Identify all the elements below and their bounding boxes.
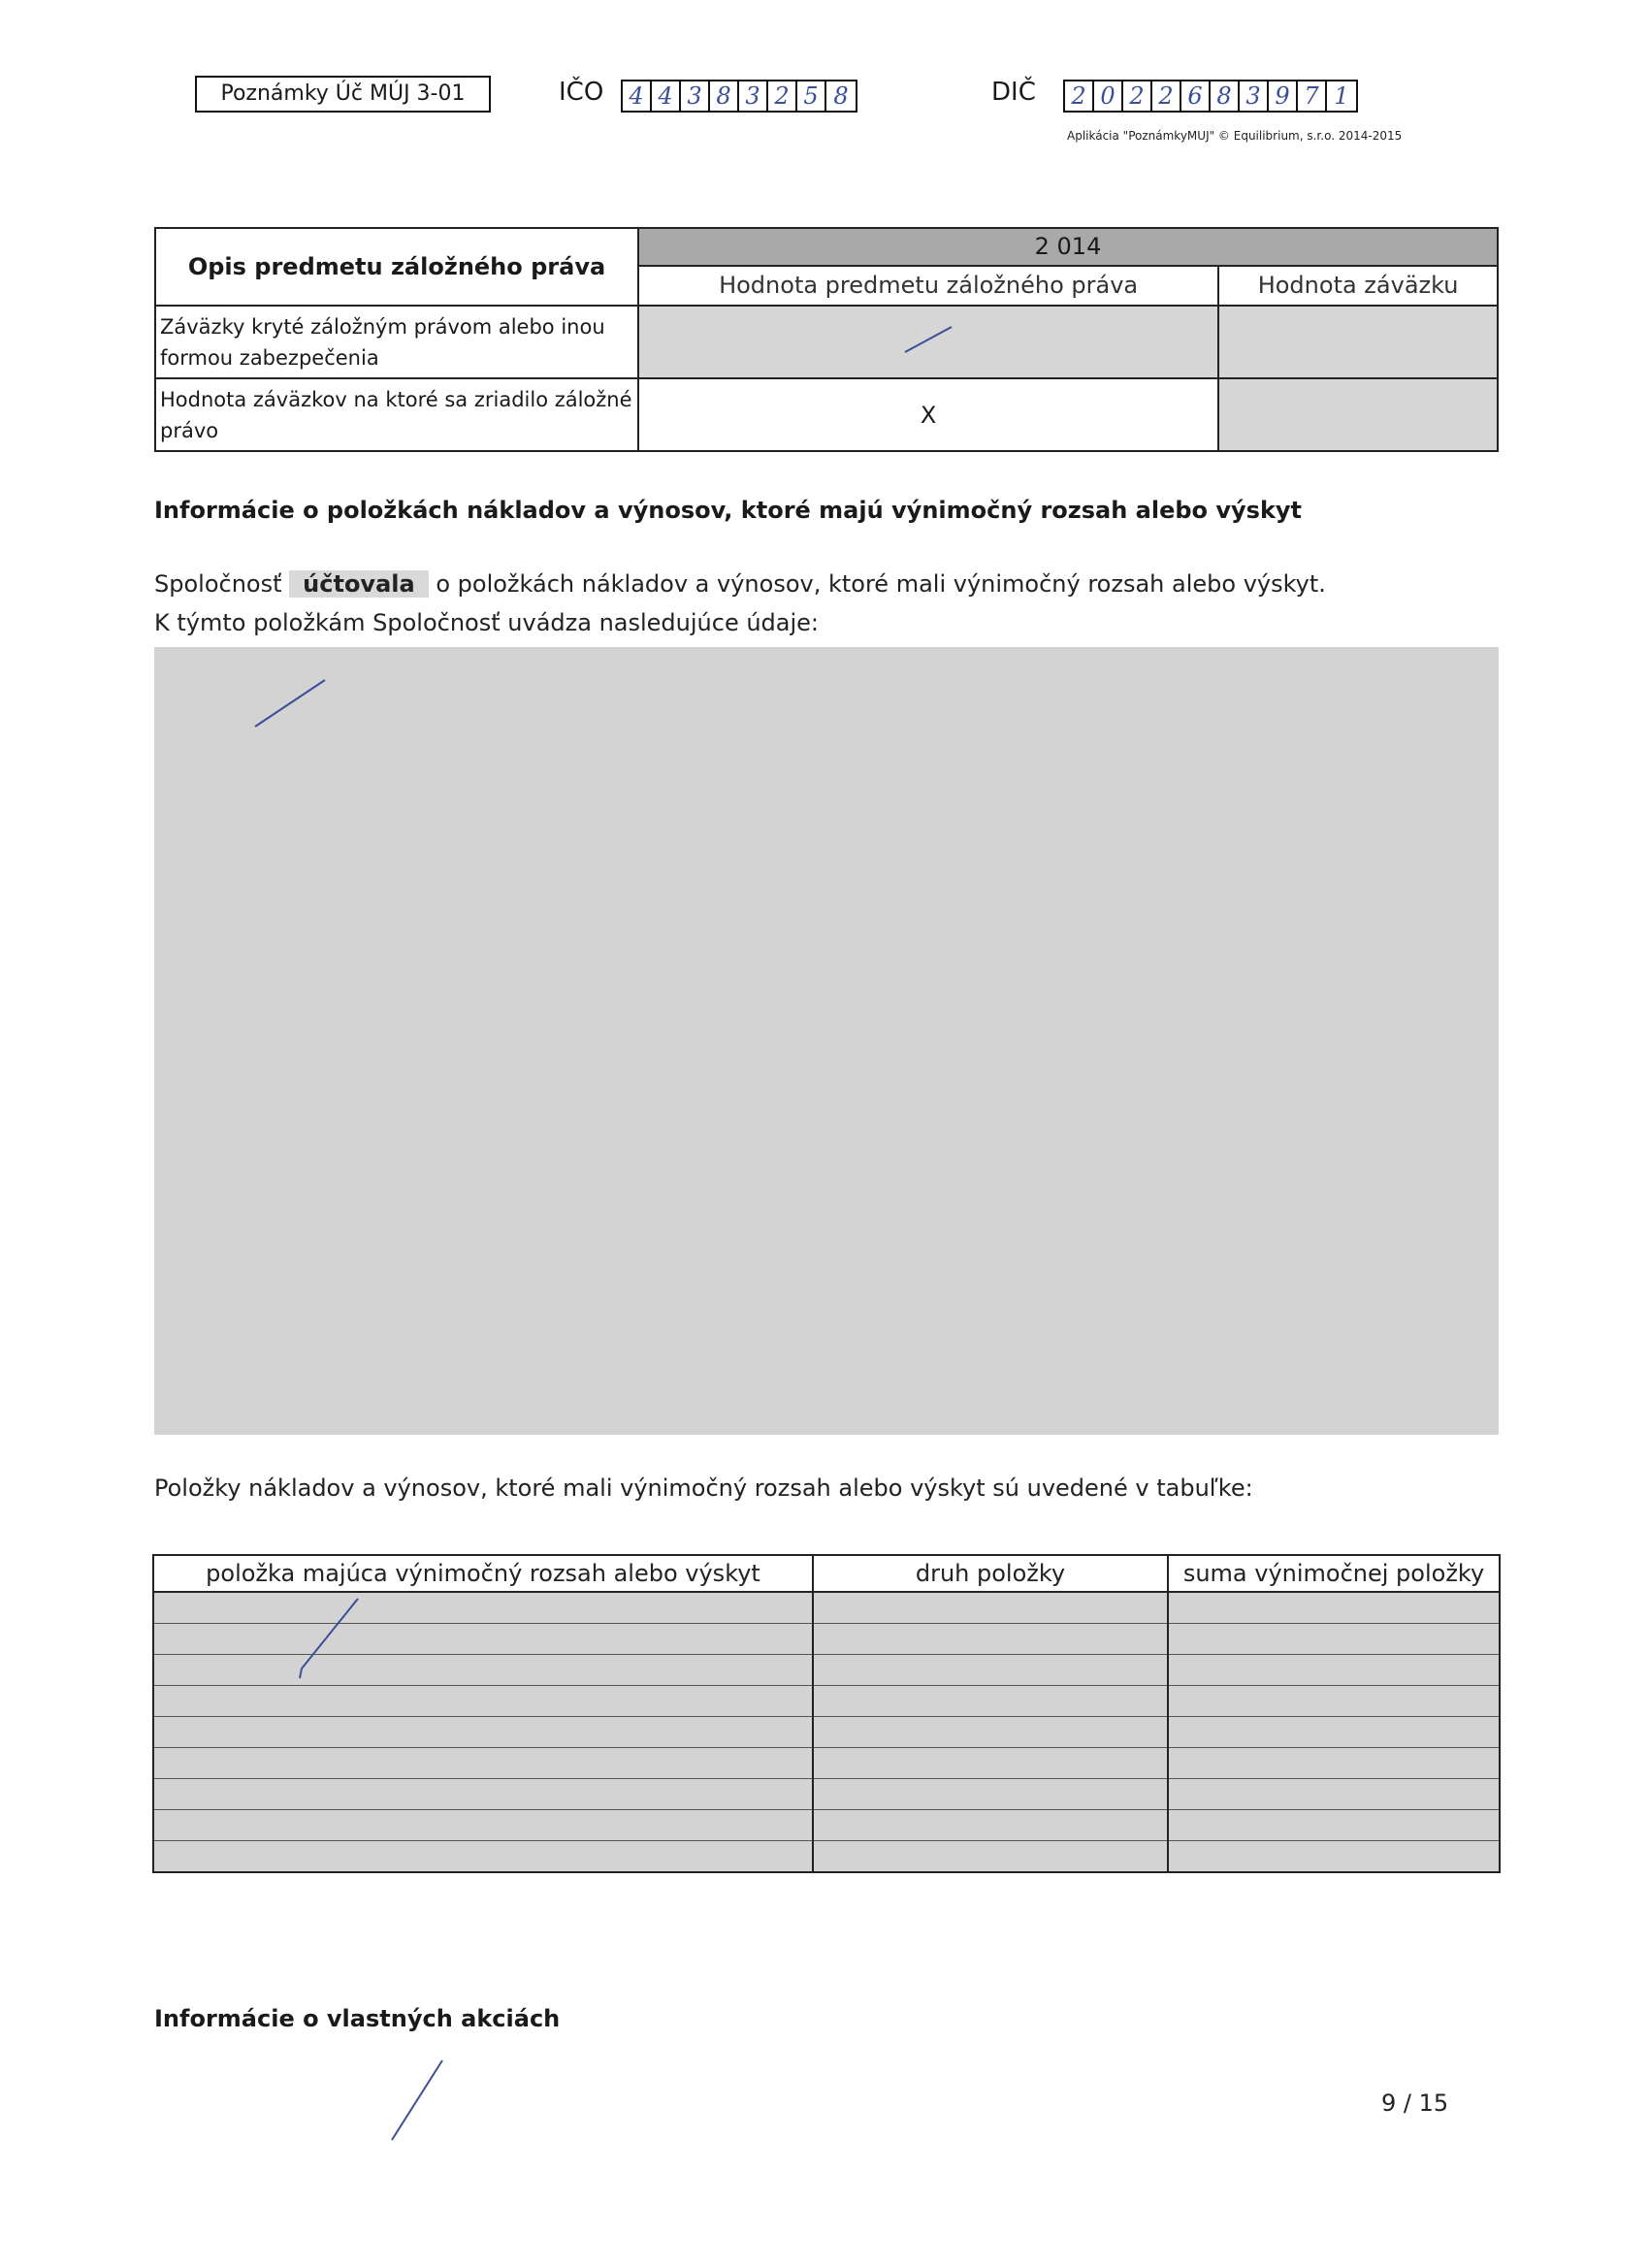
exceptional-items-table <box>152 1554 1501 1873</box>
col-value-liability: Hodnota záväzku <box>1218 266 1498 306</box>
value-cell <box>1218 306 1498 378</box>
value-cell <box>1218 378 1498 451</box>
dic-digit: 2 <box>1123 81 1152 111</box>
table-row <box>153 1686 1500 1717</box>
table-row <box>153 1841 1500 1873</box>
ico-digit: 3 <box>739 81 768 111</box>
handwritten-slash-icon <box>251 676 329 734</box>
value-cell <box>638 306 1218 378</box>
exceptional-sentence <box>154 570 1326 598</box>
col-value-subject: Hodnota predmetu záložného práva <box>638 266 1218 306</box>
dic-digit: 6 <box>1181 81 1211 111</box>
exceptional-sentence-line2: K týmto položkám Spoločnosť uvádza nasledujúce údaje: <box>154 609 820 636</box>
app-credit: Aplikácia "PoznámkyMUJ" © Equilibrium, s.r.o. 2014-2015 <box>1067 129 1403 143</box>
dic-digit: 7 <box>1298 81 1327 111</box>
table-row <box>153 1810 1500 1841</box>
accounting-status-field: účtovala <box>289 570 429 598</box>
ico-digit-boxes <box>621 80 857 113</box>
dic-label: DIČ <box>991 78 1036 107</box>
table-row <box>153 1717 1500 1748</box>
row-label: Záväzky kryté záložným právom alebo inou formou zabezpečenia <box>155 306 638 378</box>
handwritten-slash-icon <box>388 2057 446 2144</box>
ico-label: IČO <box>559 78 604 107</box>
ico-digit: 3 <box>681 81 710 111</box>
table-row <box>155 378 1498 451</box>
page-number: 9 / 15 <box>1381 2090 1449 2117</box>
ico-digit: 4 <box>652 81 681 111</box>
dic-digit: 8 <box>1211 81 1240 111</box>
value-cell: X <box>638 378 1218 451</box>
table-intro: Položky nákladov a výnosov, ktoré mali výnimočný rozsah alebo výskyt sú uvedené v tabuľke: <box>154 1474 1253 1502</box>
handwritten-slash-icon <box>290 1597 368 1684</box>
table-row <box>155 306 1498 378</box>
handwritten-slash-icon <box>899 323 957 356</box>
table-row <box>153 1779 1500 1810</box>
lien-table <box>154 227 1499 452</box>
dic-digit: 2 <box>1065 81 1094 111</box>
dic-digit: 1 <box>1334 82 1349 110</box>
ico-digit: 2 <box>768 81 797 111</box>
sentence-suffix: o položkách nákladov a výnosov, ktoré mali výnimočný rozsah alebo výskyt. <box>436 570 1326 598</box>
col-item: položka majúca výnimočný rozsah alebo výskyt <box>153 1555 813 1592</box>
year-header: 2 014 <box>638 228 1498 266</box>
sentence-prefix: Spoločnosť <box>154 570 282 598</box>
section-title-exceptional: Informácie o položkách nákladov a výnosov, ktoré majú výnimočný rozsah alebo výskyt <box>154 497 1303 524</box>
ico-digit: 8 <box>710 81 739 111</box>
form-label: Poznámky Úč MÚJ 3-01 <box>195 76 491 113</box>
table-row <box>153 1592 1500 1624</box>
dic-digit: 0 <box>1094 81 1123 111</box>
dic-digit-boxes <box>1063 80 1358 113</box>
ico-digit: 8 <box>833 82 849 110</box>
col-item-type: druh položky <box>813 1555 1168 1592</box>
ico-digit: 5 <box>797 81 826 111</box>
dic-digit: 2 <box>1152 81 1181 111</box>
dic-digit: 9 <box>1269 81 1298 111</box>
table-row <box>153 1748 1500 1779</box>
lien-table-title: Opis predmetu záložného práva <box>155 228 638 306</box>
row-label: Hodnota záväzkov na ktoré sa zriadilo záložné právo <box>155 378 638 451</box>
section-title-own-shares: Informácie o vlastných akciách <box>154 2005 561 2032</box>
dic-digit: 3 <box>1240 81 1269 111</box>
ico-digit: 4 <box>623 81 652 111</box>
exceptional-details-area <box>154 647 1499 1435</box>
col-item-amount: suma výnimočnej položky <box>1168 1555 1500 1592</box>
